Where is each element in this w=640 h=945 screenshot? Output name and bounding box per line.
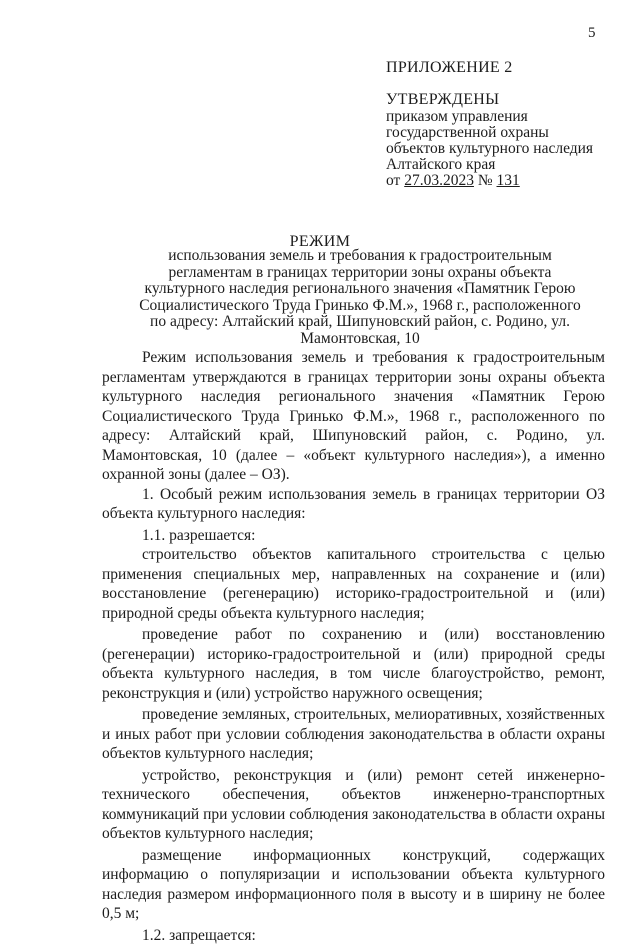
paragraph-permitted-heading: 1.1. разрешается: — [102, 526, 605, 546]
document-body — [102, 348, 605, 945]
approval-line: приказом управления — [386, 109, 593, 125]
approval-stamp: УТВЕРЖДЕНЫ — [386, 92, 593, 108]
number-sign: № — [478, 172, 493, 189]
approval-block — [386, 92, 593, 189]
approval-line: объектов культурного наследия — [386, 141, 593, 157]
document-title: РЕЖИМ — [0, 232, 640, 251]
order-date: 27.03.2023 — [404, 172, 474, 189]
paragraph-section-1: 1. Особый режим использования земель в границах территории ОЗ объекта культурного наследия: — [102, 485, 605, 524]
paragraph-permitted-item: проведение работ по сохранению и (или) восстановлению (регенерации) историко-градостроительной и (или) природной среды объекта культурного наследия, в том числе благоустройство, ремонт, реконструкция и (или) устройство наружного освещения; — [102, 625, 605, 703]
paragraph-permitted-item: размещение информационных конструкций, содержащих информацию о популяризации и использовании объекта культурного наследия размером информационного поля в высоту и в ширину не более 0,5 м; — [102, 846, 605, 924]
paragraph-permitted-item: строительство объектов капитального строительства с целью применения специальных мер, направленных на сохранение и (или) восстановление (регенерацию) историко-градостроительной и (или) природной среды объекта культурного наследия; — [102, 545, 605, 623]
paragraph-prohibited-heading: 1.2. запрещается: — [102, 926, 605, 945]
page-number: 5 — [588, 24, 596, 43]
order-number: 131 — [497, 172, 520, 189]
appendix-heading: ПРИЛОЖЕНИЕ 2 — [386, 58, 513, 77]
paragraph-permitted-item: устройство, реконструкция и (или) ремонт сетей инженерно-технического обеспечения, объектов инженерно-транспортных коммуникаций при условии соблюдения законодательства в области охраны объектов культурного наследия; — [102, 766, 605, 844]
approval-line: государственной охраны — [386, 125, 593, 141]
order-date-number — [386, 173, 593, 189]
paragraph-intro: Режим использования земель и требования к градостроительным регламентам утверждаются в границах территории зоны охраны объекта культурного наследия регионального значения «Памятник Герою Социалистического Труда Гринько Ф.М.», 1968 г., расположенного по адресу: Алтайский край, Шипуновский район, с. Родино, ул. Мамонтовская, 10 (далее – «объект культурного наследия»), а именно охранной зоны (далее – ОЗ). — [102, 348, 605, 485]
date-prefix: от — [386, 172, 400, 189]
paragraph-permitted-item: проведение земляных, строительных, мелиоративных, хозяйственных и иных работ при условии соблюдения законодательства в области охраны объектов культурного наследия; — [102, 705, 605, 764]
document-subject: использования земель и требования к градостроительным регламентам в границах территории зоны охраны объекта культурного наследия регионального значения «Памятник Герою Социалистического Труда Гринько Ф.М.», 1968 г., расположенного по адресу: Алтайский край, Шипуновский район, с. Родино, ул. Мамонтовская, 10 — [130, 248, 590, 347]
approval-line: Алтайского края — [386, 157, 593, 173]
